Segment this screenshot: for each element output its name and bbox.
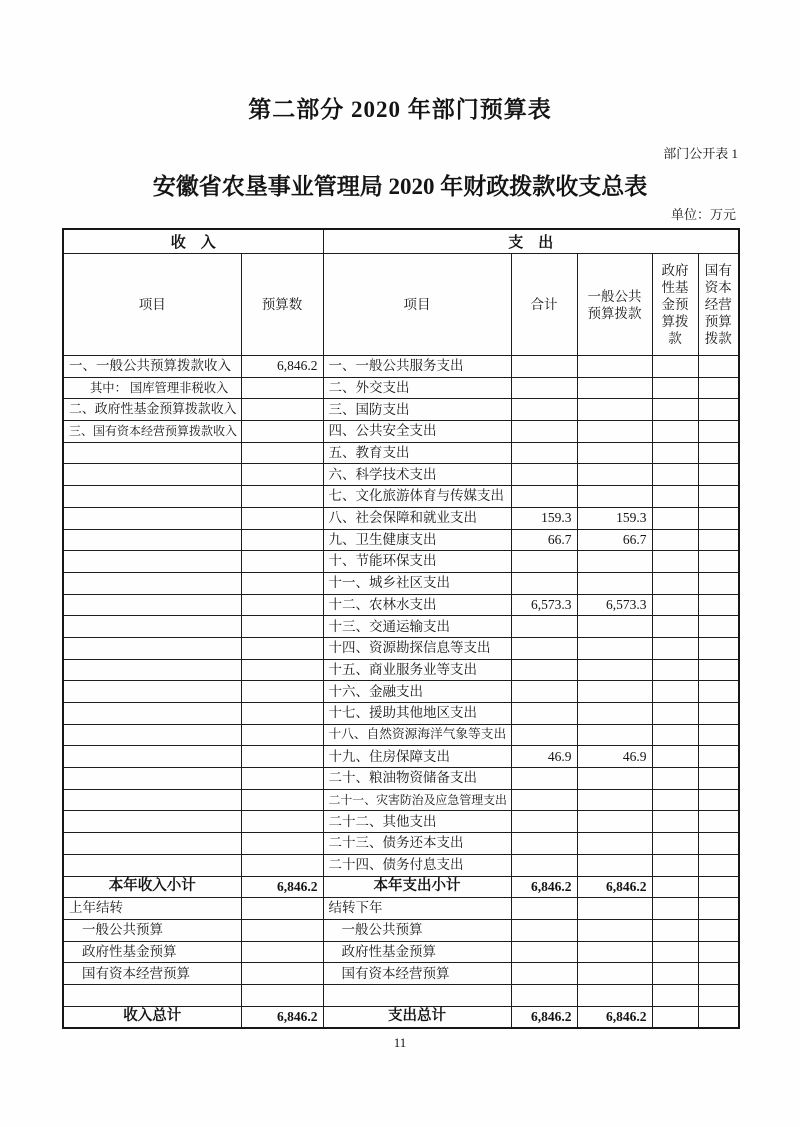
expense-gov-fund-cell bbox=[652, 789, 698, 811]
expense-general-budget-cell: 46.9 bbox=[577, 746, 652, 768]
income-amount-cell bbox=[241, 421, 323, 443]
section-title: 第二部分 2020 年部门预算表 bbox=[248, 97, 552, 122]
expense-total-cell: 66.7 bbox=[511, 529, 577, 551]
expense-state-capital-cell bbox=[698, 572, 739, 594]
expense-state-capital-cell bbox=[698, 356, 739, 378]
expense-gov-fund-cell bbox=[652, 703, 698, 725]
income-item-cell bbox=[63, 594, 241, 616]
table-row bbox=[63, 768, 739, 790]
income-item-cell: 三、国有资本经营预算拨款收入 bbox=[63, 421, 241, 443]
expense-total-cell bbox=[511, 833, 577, 855]
expense-state-capital-cell bbox=[698, 377, 739, 399]
expense-general-budget-cell bbox=[577, 486, 652, 508]
expense-total-cell: 6,846.2 bbox=[511, 876, 577, 898]
expense-state-capital-cell bbox=[698, 486, 739, 508]
income-item-cell: 二、政府性基金预算拨款收入 bbox=[63, 399, 241, 421]
expense-state-capital-cell bbox=[698, 1006, 739, 1028]
expense-general-budget-cell bbox=[577, 963, 652, 985]
expense-general-budget-cell bbox=[577, 941, 652, 963]
expense-gov-fund-cell bbox=[652, 919, 698, 941]
income-amount-cell: 6,846.2 bbox=[241, 876, 323, 898]
income-amount-cell bbox=[241, 659, 323, 681]
group-header-row bbox=[63, 229, 739, 254]
table-row bbox=[63, 616, 739, 638]
income-item-cell bbox=[63, 529, 241, 551]
expense-state-capital-cell bbox=[698, 724, 739, 746]
expense-gov-fund-cell bbox=[652, 637, 698, 659]
income-item-cell bbox=[63, 659, 241, 681]
table-tag: 部门公开表 1 bbox=[663, 146, 738, 161]
expense-total-cell bbox=[511, 486, 577, 508]
budget-table-body bbox=[63, 356, 739, 1029]
table-row bbox=[63, 399, 739, 421]
expense-state-capital-cell bbox=[698, 833, 739, 855]
expense-item-cell: 本年支出小计 bbox=[323, 876, 511, 898]
expense-state-capital-cell bbox=[698, 507, 739, 529]
expense-total-cell bbox=[511, 703, 577, 725]
expense-gov-fund-cell bbox=[652, 833, 698, 855]
expense-item-cell: 二十、粮油物资储备支出 bbox=[323, 768, 511, 790]
expense-total-cell bbox=[511, 941, 577, 963]
income-item-cell: 上年结转 bbox=[63, 898, 241, 920]
expense-item-cell: 十一、城乡社区支出 bbox=[323, 572, 511, 594]
income-item-cell bbox=[63, 703, 241, 725]
income-amount-cell bbox=[241, 941, 323, 963]
table-row bbox=[63, 963, 739, 985]
expense-state-capital-cell bbox=[698, 421, 739, 443]
table-row bbox=[63, 442, 739, 464]
table-row bbox=[63, 637, 739, 659]
expense-general-budget-cell bbox=[577, 464, 652, 486]
expense-gov-fund-cell bbox=[652, 529, 698, 551]
income-item-cell: 本年收入小计 bbox=[63, 876, 241, 898]
expense-general-budget-cell bbox=[577, 898, 652, 920]
income-item-cell bbox=[63, 768, 241, 790]
expense-general-budget-cell bbox=[577, 616, 652, 638]
table-row bbox=[63, 572, 739, 594]
income-amount-cell bbox=[241, 746, 323, 768]
expense-total-cell bbox=[511, 377, 577, 399]
expense-general-budget-cell: 159.3 bbox=[577, 507, 652, 529]
expense-item-cell: 十七、援助其他地区支出 bbox=[323, 703, 511, 725]
expense-total-cell: 6,573.3 bbox=[511, 594, 577, 616]
column-header-row bbox=[63, 254, 739, 356]
table-row bbox=[63, 919, 739, 941]
expense-item-cell: 九、卫生健康支出 bbox=[323, 529, 511, 551]
table-row bbox=[63, 811, 739, 833]
table-row bbox=[63, 898, 739, 920]
income-amount-cell bbox=[241, 724, 323, 746]
expense-gov-fund-cell bbox=[652, 377, 698, 399]
expense-total-cell: 46.9 bbox=[511, 746, 577, 768]
expense-state-capital-cell bbox=[698, 464, 739, 486]
table-row bbox=[63, 746, 739, 768]
expense-general-budget-cell bbox=[577, 833, 652, 855]
income-amount-cell bbox=[241, 854, 323, 876]
expense-gov-fund-cell bbox=[652, 984, 698, 1006]
expense-general-budget-cell bbox=[577, 356, 652, 378]
income-amount-cell bbox=[241, 507, 323, 529]
expense-general-budget-cell bbox=[577, 789, 652, 811]
expense-gov-fund-cell bbox=[652, 876, 698, 898]
income-amount-cell bbox=[241, 789, 323, 811]
expense-general-budget-cell bbox=[577, 919, 652, 941]
expense-general-budget-cell bbox=[577, 854, 652, 876]
income-item-cell bbox=[63, 464, 241, 486]
expense-item-cell: 五、教育支出 bbox=[323, 442, 511, 464]
expense-item-cell bbox=[323, 984, 511, 1006]
expense-gov-fund-budget-header: 政府性基金预算拨款 bbox=[652, 254, 698, 356]
expense-state-capital-cell bbox=[698, 789, 739, 811]
expense-state-capital-cell bbox=[698, 746, 739, 768]
table-title: 安徽省农垦事业管理局 2020 年财政拨款收支总表 bbox=[152, 174, 648, 199]
income-amount-cell bbox=[241, 768, 323, 790]
expense-general-budget-cell bbox=[577, 811, 652, 833]
income-item-cell bbox=[63, 572, 241, 594]
income-item-cell bbox=[63, 854, 241, 876]
expense-state-capital-cell bbox=[698, 529, 739, 551]
income-amount-cell bbox=[241, 811, 323, 833]
table-row bbox=[63, 507, 739, 529]
expense-general-budget-cell bbox=[577, 637, 652, 659]
income-amount-cell bbox=[241, 833, 323, 855]
expense-state-capital-cell bbox=[698, 941, 739, 963]
expense-item-cell: 十六、金融支出 bbox=[323, 681, 511, 703]
income-amount-cell bbox=[241, 963, 323, 985]
expense-state-capital-cell bbox=[698, 919, 739, 941]
income-amount-cell bbox=[241, 442, 323, 464]
income-amount-cell bbox=[241, 681, 323, 703]
income-item-cell bbox=[63, 984, 241, 1006]
income-items-header: 项目 bbox=[63, 254, 241, 356]
income-item-cell bbox=[63, 681, 241, 703]
expense-item-cell: 八、社会保障和就业支出 bbox=[323, 507, 511, 529]
page-number: 11 bbox=[393, 1035, 407, 1050]
expense-state-capital-cell bbox=[698, 399, 739, 421]
expense-state-capital-cell bbox=[698, 594, 739, 616]
expense-state-capital-cell bbox=[698, 616, 739, 638]
expense-total-cell bbox=[511, 724, 577, 746]
table-row bbox=[63, 1006, 739, 1028]
expense-item-cell: 十八、自然资源海洋气象等支出 bbox=[323, 724, 511, 746]
expense-total-cell bbox=[511, 551, 577, 573]
expense-item-cell: 三、国防支出 bbox=[323, 399, 511, 421]
expense-gov-fund-cell bbox=[652, 963, 698, 985]
table-row bbox=[63, 377, 739, 399]
table-row bbox=[63, 486, 739, 508]
expense-general-budget-cell bbox=[577, 724, 652, 746]
expense-item-cell: 二十三、债务还本支出 bbox=[323, 833, 511, 855]
expense-item-cell: 十、节能环保支出 bbox=[323, 551, 511, 573]
expense-gov-fund-cell bbox=[652, 464, 698, 486]
income-amount-cell bbox=[241, 984, 323, 1006]
expense-general-budget-cell bbox=[577, 399, 652, 421]
expense-total-cell: 159.3 bbox=[511, 507, 577, 529]
expense-total-cell bbox=[511, 399, 577, 421]
expense-state-capital-cell bbox=[698, 984, 739, 1006]
income-item-cell bbox=[63, 811, 241, 833]
income-amount-cell bbox=[241, 464, 323, 486]
income-item-cell: 国有资本经营预算 bbox=[63, 963, 241, 985]
expense-item-cell: 七、文化旅游体育与传媒支出 bbox=[323, 486, 511, 508]
expense-gov-fund-cell bbox=[652, 486, 698, 508]
expense-item-cell: 十九、住房保障支出 bbox=[323, 746, 511, 768]
expense-gov-fund-cell bbox=[652, 399, 698, 421]
expense-gov-fund-cell bbox=[652, 746, 698, 768]
expense-general-budget-cell bbox=[577, 703, 652, 725]
income-amount-cell bbox=[241, 551, 323, 573]
expense-general-budget-cell bbox=[577, 377, 652, 399]
income-amount-cell: 6,846.2 bbox=[241, 356, 323, 378]
income-amount-cell bbox=[241, 529, 323, 551]
expense-gov-fund-cell bbox=[652, 724, 698, 746]
unit-note: 单位：万元 bbox=[670, 207, 736, 222]
expense-gov-fund-cell bbox=[652, 551, 698, 573]
expense-total-cell bbox=[511, 768, 577, 790]
table-row bbox=[63, 529, 739, 551]
expense-total-cell bbox=[511, 637, 577, 659]
table-row bbox=[63, 984, 739, 1006]
table-row bbox=[63, 724, 739, 746]
expense-items-header: 项目 bbox=[323, 254, 511, 356]
expense-general-budget-cell bbox=[577, 442, 652, 464]
expense-state-capital-cell bbox=[698, 659, 739, 681]
expense-item-cell: 一、一般公共服务支出 bbox=[323, 356, 511, 378]
expense-state-capital-cell bbox=[698, 811, 739, 833]
income-amount-cell: 6,846.2 bbox=[241, 1006, 323, 1028]
income-item-cell bbox=[63, 789, 241, 811]
expense-gov-fund-cell bbox=[652, 616, 698, 638]
expense-total-cell bbox=[511, 616, 577, 638]
expense-state-capital-cell bbox=[698, 876, 739, 898]
expense-total-cell bbox=[511, 984, 577, 1006]
income-item-cell: 收入总计 bbox=[63, 1006, 241, 1028]
expense-total-cell: 6,846.2 bbox=[511, 1006, 577, 1028]
expense-state-capital-cell bbox=[698, 637, 739, 659]
expense-state-capital-budget-header: 国有资本经营预算拨款 bbox=[698, 254, 739, 356]
expense-item-cell: 国有资本经营预算 bbox=[323, 963, 511, 985]
expense-gov-fund-cell bbox=[652, 681, 698, 703]
income-amount-cell bbox=[241, 377, 323, 399]
income-amount-cell bbox=[241, 637, 323, 659]
expense-gov-fund-cell bbox=[652, 768, 698, 790]
expense-general-budget-cell bbox=[577, 421, 652, 443]
income-item-cell bbox=[63, 486, 241, 508]
expense-general-budget-cell bbox=[577, 572, 652, 594]
expense-general-budget-cell: 66.7 bbox=[577, 529, 652, 551]
expense-item-cell: 二十二、其他支出 bbox=[323, 811, 511, 833]
table-row bbox=[63, 876, 739, 898]
table-row bbox=[63, 421, 739, 443]
expense-gov-fund-cell bbox=[652, 507, 698, 529]
expense-gov-fund-cell bbox=[652, 854, 698, 876]
expense-item-cell: 十三、交通运输支出 bbox=[323, 616, 511, 638]
table-row bbox=[63, 941, 739, 963]
expense-gov-fund-cell bbox=[652, 442, 698, 464]
expense-general-budget-cell bbox=[577, 659, 652, 681]
table-row bbox=[63, 703, 739, 725]
expense-item-cell: 二十四、债务付息支出 bbox=[323, 854, 511, 876]
table-row bbox=[63, 551, 739, 573]
expense-general-public-budget-header: 一般公共预算拨款 bbox=[577, 254, 652, 356]
expense-general-budget-cell bbox=[577, 681, 652, 703]
table-row bbox=[63, 789, 739, 811]
table-row bbox=[63, 659, 739, 681]
expense-item-cell: 十五、商业服务业等支出 bbox=[323, 659, 511, 681]
expense-state-capital-cell bbox=[698, 681, 739, 703]
expense-item-cell: 四、公共安全支出 bbox=[323, 421, 511, 443]
income-item-cell: 政府性基金预算 bbox=[63, 941, 241, 963]
table-row bbox=[63, 681, 739, 703]
expense-item-cell: 政府性基金预算 bbox=[323, 941, 511, 963]
expense-total-cell bbox=[511, 963, 577, 985]
expense-gov-fund-cell bbox=[652, 594, 698, 616]
income-item-cell: 一般公共预算 bbox=[63, 919, 241, 941]
income-amount-cell bbox=[241, 399, 323, 421]
expense-total-cell bbox=[511, 659, 577, 681]
expense-gov-fund-cell bbox=[652, 941, 698, 963]
table-row bbox=[63, 594, 739, 616]
income-amount-cell bbox=[241, 616, 323, 638]
expense-item-cell: 十二、农林水支出 bbox=[323, 594, 511, 616]
income-amount-cell bbox=[241, 919, 323, 941]
expense-gov-fund-cell bbox=[652, 572, 698, 594]
income-item-cell bbox=[63, 833, 241, 855]
expense-item-cell: 一般公共预算 bbox=[323, 919, 511, 941]
expense-gov-fund-cell bbox=[652, 898, 698, 920]
expense-total-cell bbox=[511, 421, 577, 443]
income-item-cell bbox=[63, 724, 241, 746]
expense-state-capital-cell bbox=[698, 768, 739, 790]
expense-general-budget-cell: 6,846.2 bbox=[577, 1006, 652, 1028]
expense-total-cell bbox=[511, 681, 577, 703]
income-amount-cell bbox=[241, 594, 323, 616]
expense-state-capital-cell bbox=[698, 551, 739, 573]
income-item-cell bbox=[63, 616, 241, 638]
expense-group-header: 支 出 bbox=[323, 229, 739, 254]
expense-total-cell bbox=[511, 789, 577, 811]
expense-state-capital-cell bbox=[698, 963, 739, 985]
table-row bbox=[63, 356, 739, 378]
expense-total-cell bbox=[511, 898, 577, 920]
expense-item-cell: 二、外交支出 bbox=[323, 377, 511, 399]
table-row bbox=[63, 854, 739, 876]
expense-item-cell: 支出总计 bbox=[323, 1006, 511, 1028]
income-item-cell: 其中： 国库管理非税收入 bbox=[63, 377, 241, 399]
expense-state-capital-cell bbox=[698, 703, 739, 725]
income-item-cell bbox=[63, 746, 241, 768]
table-row bbox=[63, 833, 739, 855]
expense-general-budget-cell bbox=[577, 551, 652, 573]
expense-gov-fund-cell bbox=[652, 356, 698, 378]
expense-total-header: 合计 bbox=[511, 254, 577, 356]
income-amount-cell bbox=[241, 898, 323, 920]
expense-total-cell bbox=[511, 572, 577, 594]
income-item-cell bbox=[63, 551, 241, 573]
expense-state-capital-cell bbox=[698, 854, 739, 876]
expense-general-budget-cell: 6,846.2 bbox=[577, 876, 652, 898]
income-item-cell bbox=[63, 442, 241, 464]
expense-total-cell bbox=[511, 811, 577, 833]
expense-state-capital-cell bbox=[698, 442, 739, 464]
expense-general-budget-cell bbox=[577, 984, 652, 1006]
income-amount-cell bbox=[241, 703, 323, 725]
expense-gov-fund-cell bbox=[652, 1006, 698, 1028]
expense-total-cell bbox=[511, 442, 577, 464]
expense-total-cell bbox=[511, 919, 577, 941]
income-amount-cell bbox=[241, 572, 323, 594]
expense-gov-fund-cell bbox=[652, 659, 698, 681]
income-amount-cell bbox=[241, 486, 323, 508]
expense-item-cell: 二十一、灾害防治及应急管理支出 bbox=[323, 789, 511, 811]
expense-general-budget-cell bbox=[577, 768, 652, 790]
expense-item-cell: 结转下年 bbox=[323, 898, 511, 920]
expense-gov-fund-cell bbox=[652, 421, 698, 443]
income-item-cell: 一、一般公共预算拨款收入 bbox=[63, 356, 241, 378]
expense-total-cell bbox=[511, 854, 577, 876]
income-item-cell bbox=[63, 637, 241, 659]
budget-table bbox=[62, 228, 740, 1029]
expense-item-cell: 十四、资源勘探信息等支出 bbox=[323, 637, 511, 659]
expense-general-budget-cell: 6,573.3 bbox=[577, 594, 652, 616]
table-row bbox=[63, 464, 739, 486]
expense-state-capital-cell bbox=[698, 898, 739, 920]
income-item-cell bbox=[63, 507, 241, 529]
income-budget-amount-header: 预算数 bbox=[241, 254, 323, 356]
expense-item-cell: 六、科学技术支出 bbox=[323, 464, 511, 486]
expense-total-cell bbox=[511, 356, 577, 378]
expense-total-cell bbox=[511, 464, 577, 486]
expense-gov-fund-cell bbox=[652, 811, 698, 833]
income-group-header: 收 入 bbox=[63, 229, 323, 254]
